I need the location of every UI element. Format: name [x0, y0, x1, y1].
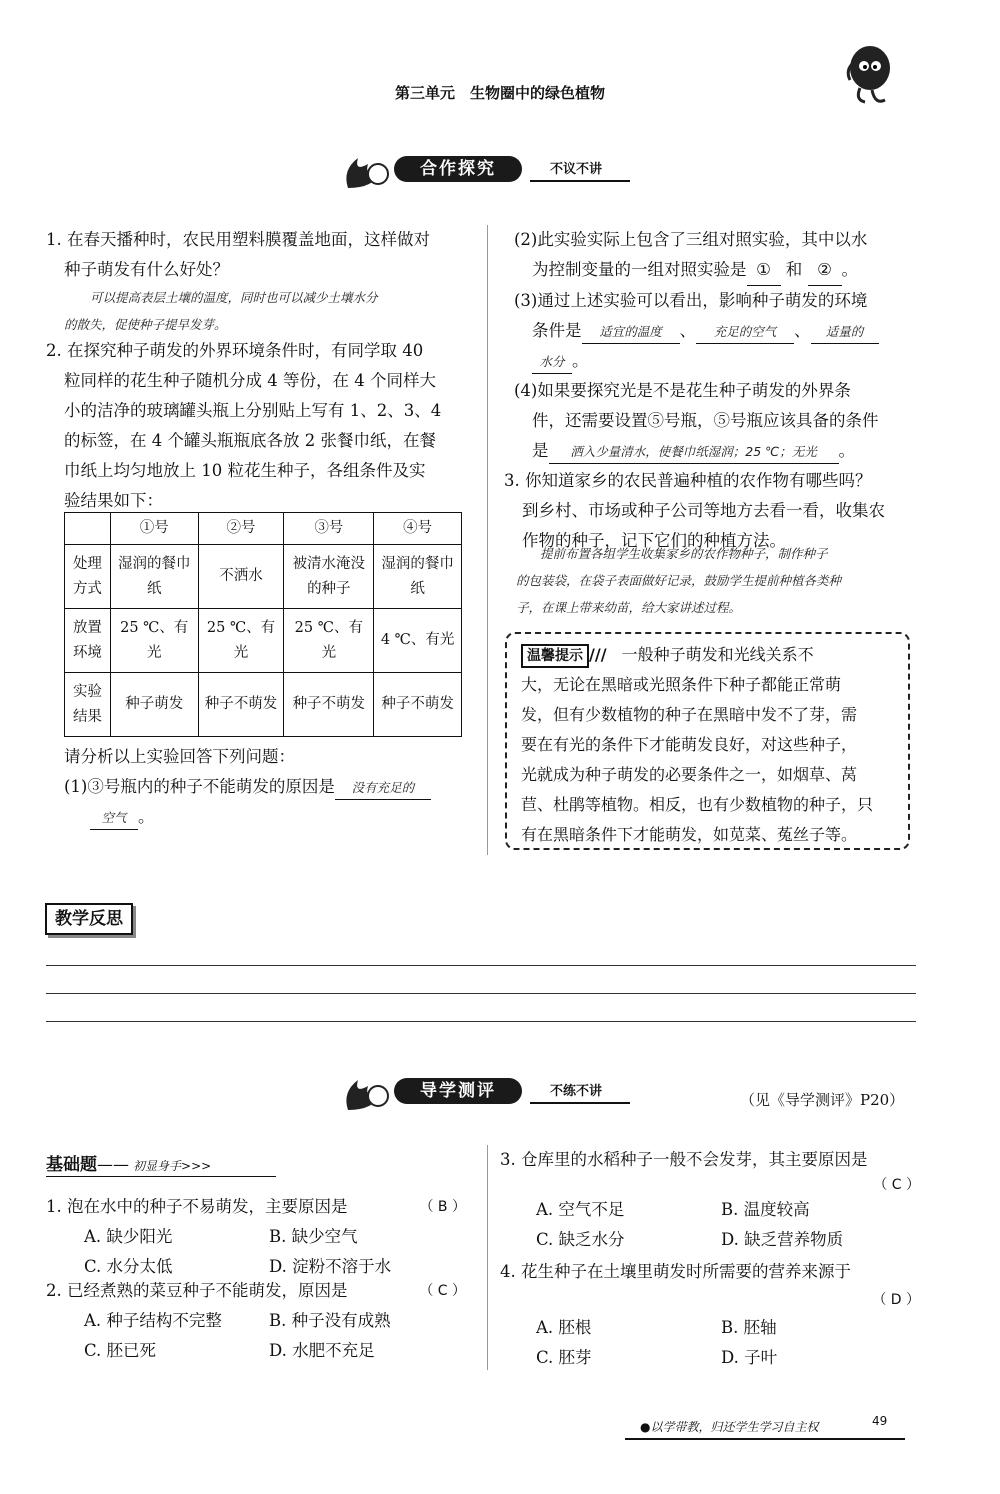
tip-label: 温馨提示	[521, 644, 589, 668]
experiment-table	[64, 512, 462, 737]
banner-sub: 不练不讲	[550, 1084, 603, 1099]
banner-tag: 合作探究	[394, 156, 522, 182]
answer-blank: 没有充足的	[335, 777, 431, 800]
table-row: 实验结果 种子萌发 种子不萌发 种子不萌发 种子不萌发	[65, 673, 462, 737]
answer-blank: 空气	[90, 807, 138, 830]
table-row: 放置环境 25 ℃、有光 25 ℃、有光 25 ℃、有光 4 ℃、有光	[65, 609, 462, 673]
banner-tag: 导学测评	[394, 1078, 522, 1104]
answer-blank: ②	[808, 255, 842, 286]
basic-section-title: 基础题—— 初显身手>>>	[46, 1150, 211, 1175]
mc-question-3: 3. 仓库里的水稻种子一般不会发芽，其主要原因是 （ C ） A. 空气不足 B. 温度较高 C. 缺乏水分 D. 缺乏营养物质	[500, 1150, 920, 1249]
seed-mascot-icon	[840, 40, 895, 115]
tip-box: 温馨提示 /// 一般种子萌发和光线关系不 大，无论在黑暗或光照条件下种子都能正常萌 发，但有少数植物的种子在黑暗中发不了芽，需 要在有光的条件下才能萌发良好，对这些种子， 光就成为种子萌发的必要条件之一，如烟草、莴 苣、杜鹃等植物。相反，也有少数植物的种子，只 有在黑暗条件下才能萌发，如苋菜、菟丝子等。	[505, 632, 910, 850]
section-banner-assessment	[340, 1072, 630, 1114]
question-2-right: (2)此实验实际上包含了三组对照实验，其中以水 为控制变量的一组对照实验是 ① 和 ② 。 (3)通过上述实验可以看出，影响种子萌发的环境 条件是 适宜的温度 、 充足的空气 、 适量的 水分 。 (4)如果要探究光是不是花生种子萌发的外界条 件，还需要设置⑤号瓶，⑤号瓶应该具备的条件 是 洒入少量清水，使餐巾纸湿润；25 ℃；无光 。 3. 你知道家乡的农民普遍种植的农作物有哪些吗？ 到乡村、市场或种子公司等地方去看一看，收集农 作物的种子，记下它们的种植方法。	[504, 230, 885, 550]
answer-blank: 充足的空气	[696, 321, 794, 344]
writing-line	[46, 965, 916, 966]
reference-note: （见《导学测评》P20）	[740, 1091, 905, 1109]
answer-blank: 水分	[532, 351, 572, 374]
answer-1: 可以提高表层土壤的温度，同时也可以减少土壤水分 的散失，促使种子提早发芽。	[64, 290, 378, 332]
question-1: 1. 在春天播种时，农民用塑料膜覆盖地面，这样做对 种子萌发有什么好处？	[46, 230, 430, 279]
answer-blank: 适宜的温度	[582, 321, 680, 344]
reflection-title: 教学反思	[45, 903, 133, 935]
answer-blank: 洒入少量清水，使餐巾纸湿润；25 ℃；无光	[549, 441, 839, 464]
answer-blank: ①	[747, 255, 781, 286]
writing-line	[46, 1021, 916, 1022]
table-header-row: ①号 ②号 ③号 ④号	[65, 513, 462, 545]
question-2: 2. 在探究种子萌发的外界环境条件时，有同学取 40 粒同样的花生种子随机分成 4 等份，在 4 个同样大 小的洁净的玻璃罐头瓶上分别贴上写有 1、2、3、4 的标签，在 4 个罐头瓶瓶底各放 2 张餐巾纸，在餐 巾纸上均匀地放上 10 粒花生种子，各组条件及实 验结果如下：	[46, 341, 442, 510]
question-2-prompt: 请分析以上实验回答下列问题： (1)③号瓶内的种子不能萌发的原因是 没有充足的 空气 。	[64, 742, 484, 832]
mc-question-2: 2. 已经煮熟的菜豆种子不能萌发，原因是 （ C ） A. 种子结构不完整 B. 种子没有成熟 C. 胚已死 D. 水肥不充足	[46, 1281, 466, 1360]
answer-3: 提前布置各组学生收集家乡的农作物种子，制作种子 的包装袋，在袋子表面做好记录，鼓励学生提前种植各类种 子，在课上带来幼苗，给大家讲述过程。	[516, 546, 842, 615]
unit-title: 第三单元 生物圈中的绿色植物	[394, 84, 605, 102]
mc-question-1: 1. 泡在水中的种子不易萌发，主要原因是 （ B ） A. 缺少阳光 B. 缺少空气 C. 水分太低 D. 淀粉不溶于水	[46, 1197, 466, 1276]
mc-question-4: 4. 花生种子在土壤里萌发时所需要的营养来源于 （ D ） A. 胚根 B. 胚轴 C. 胚芽 D. 子叶	[500, 1262, 920, 1367]
section-banner-cooperative	[340, 150, 630, 192]
footer-slogan: ●以学带教，归还学生学习自主权	[640, 1420, 819, 1434]
page-number: 49	[872, 1414, 888, 1428]
table-row: 处理方式 湿润的餐巾纸 不洒水 被清水淹没的种子 湿润的餐巾纸	[65, 545, 462, 609]
banner-sub: 不议不讲	[550, 162, 603, 177]
writing-line	[46, 993, 916, 994]
answer-blank: 适量的	[811, 321, 879, 344]
